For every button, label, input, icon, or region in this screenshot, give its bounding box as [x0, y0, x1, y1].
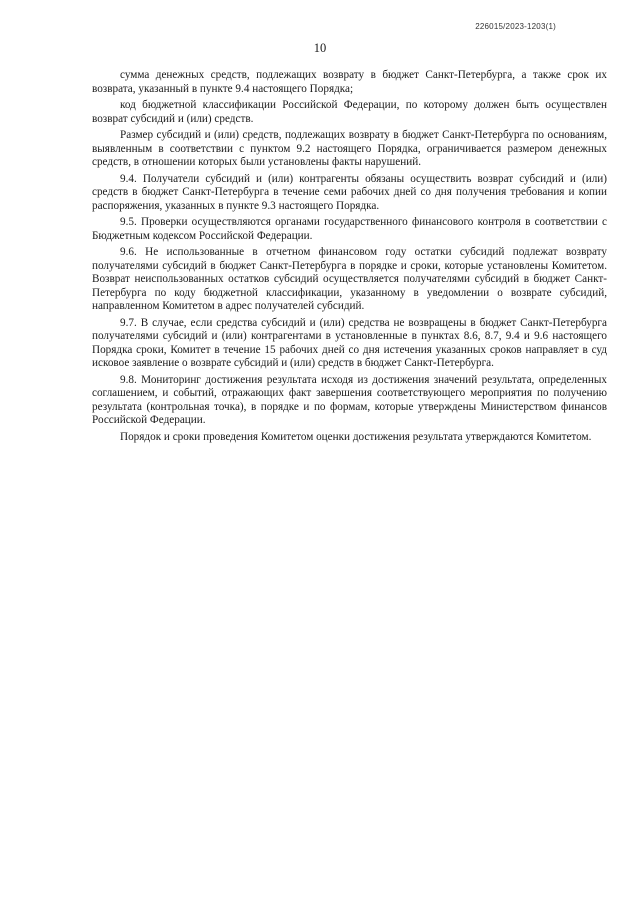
document-id: 226015/2023-1203(1)	[475, 22, 556, 31]
paragraph: Порядок и сроки проведения Комитетом оценки достижения результата утверждаются Комитетом.	[120, 430, 592, 443]
paragraph: 9.4. Получатели субсидий и (или) контрагенты обязаны осуществить возврат субсидий и (или) средств в бюджет Санкт-Петербурга в течение семи рабочих дней со дня получения требования и копии распоряжения, указанных в пункте 9.3 настоящего Порядка.	[92, 172, 607, 212]
paragraph: код бюджетной классификации Российской Федерации, по которому должен быть осуществлен возврат субсидий и (или) средств.	[92, 99, 607, 125]
paragraph: 9.7. В случае, если средства субсидий и (или) средства не возвращены в бюджет Санкт-Петербурга получателями субсидий и (или) контрагентами в установленные в пунктах 8.6, 8.7, 9.4 и 9.6 настоящего Порядка сроки, Комитет в течение 15 рабочих дней со дня истечения указанных сроков направляет в суд исковое заявление о возврате субсидий и (или) средств в бюджет Санкт-Петербурга.	[92, 316, 607, 369]
paragraph: Размер субсидий и (или) средств, подлежащих возврату в бюджет Санкт-Петербурга по основаниям, выявленным в соответствии с пунктом 9.2 настоящего Порядка, ограничивается размером денежных средств, в отношении которых были установлены факты нарушений.	[92, 129, 607, 168]
document-body	[92, 69, 607, 444]
paragraph: 9.5. Проверки осуществляются органами государственного финансового контроля в соответствии с Бюджетным кодексом Российской Федерации.	[92, 216, 607, 242]
page-number: 10	[313, 41, 327, 55]
paragraph: 9.6. Не использованные в отчетном финансовом году остатки субсидий подлежат возврату получателями субсидий в бюджет Санкт-Петербурга в порядке и сроки, которые установлены Комитетом. Возврат неиспользованных остатков субсидий осуществляется получателями субсидий в бюджет Санкт-Петербурга по коду бюджетной классификации, указанному в уведомлении о возврате субсидий, направленном Комитетом в адрес получателей субсидий.	[92, 246, 607, 312]
paragraph: сумма денежных средств, подлежащих возврату в бюджет Санкт-Петербурга, а также срок их возврата, указанный в пункте 9.4 настоящего Порядка;	[92, 69, 607, 95]
paragraph: 9.8. Мониторинг достижения результата исходя из достижения значений результата, определенных соглашением, и событий, отражающих факт завершения соответствующего мероприятия по получению результата (контрольная точка), в порядке и по формам, которые утверждены Министерством финансов Российской Федерации.	[92, 373, 607, 426]
